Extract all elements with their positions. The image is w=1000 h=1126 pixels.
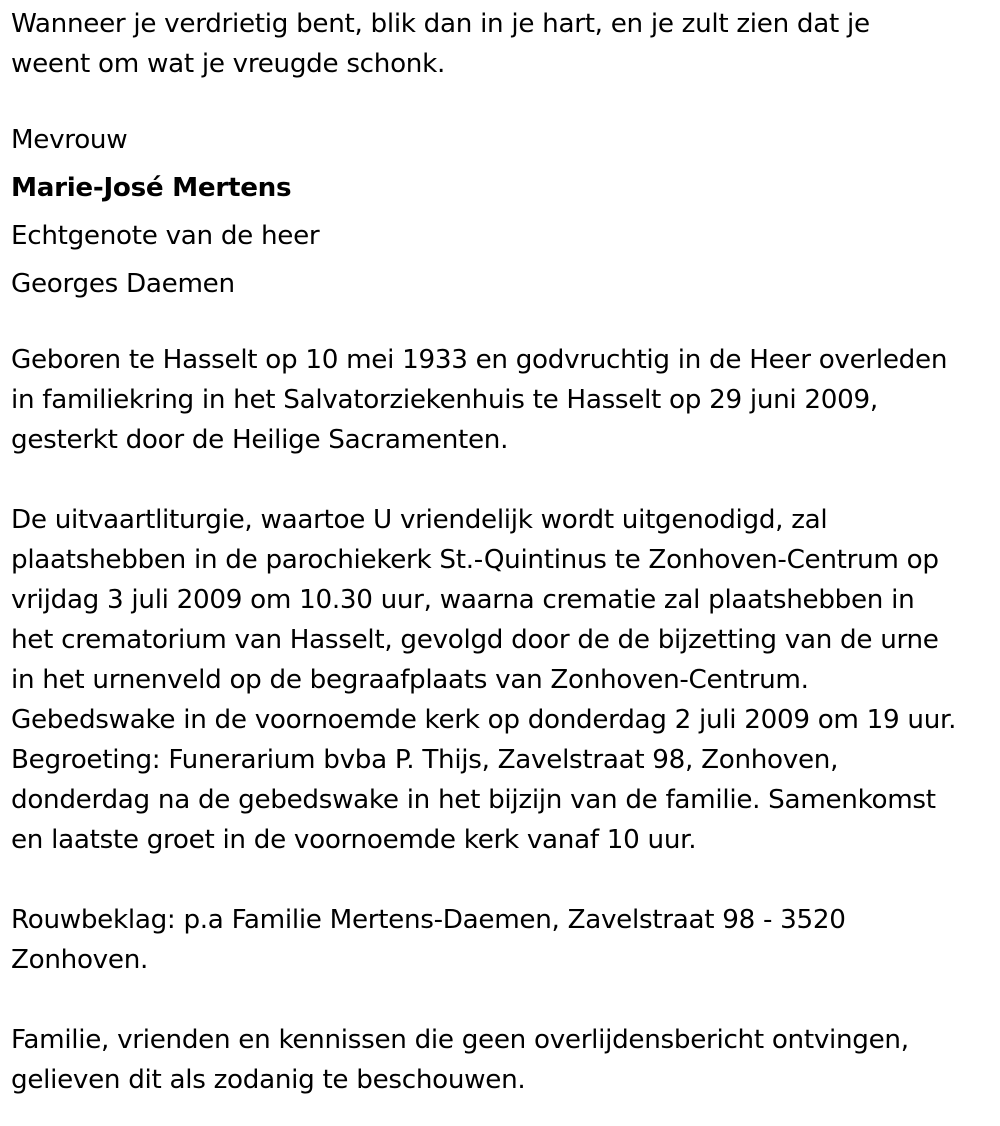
salutation: Mevrouw [11, 125, 128, 155]
deceased-name: Marie-José Mertens [11, 173, 292, 203]
closing-paragraph: Familie, vrienden en kennissen die geen overlijdensbericht ontvingen, gelieven dit als zodanig te beschouwen. [11, 1025, 909, 1095]
obituary-document [11, 4, 993, 1100]
condolences-paragraph: Rouwbeklag: p.a Familie Mertens-Daemen, Zavelstraat 98 - 3520 Zonhoven. [11, 905, 846, 975]
motto-text: Wanneer je verdrietig bent, blik dan in je hart, en je zult zien dat je weent om wat je vreugde schonk. [11, 9, 870, 79]
birth-death-paragraph: Geboren te Hasselt op 10 mei 1933 en godvruchtig in de Heer overleden in familiekring in het Salvatorziekenhuis te Hasselt op 29 juni 2009, gesterkt door de Heilige Sacramenten. [11, 345, 948, 455]
relation-text: Echtgenote van de heer [11, 221, 320, 251]
deceased-heading [11, 116, 993, 308]
funeral-paragraph: De uitvaartliturgie, waartoe U vriendelijk wordt uitgenodigd, zal plaatshebben in de parochiekerk St.-Quintinus te Zonhoven-Centrum op vrijdag 3 juli 2009 om 10.30 uur, waarna crematie zal plaatshebben in het crematorium van Hasselt, gevolgd door de de bijzetting van de urne in het urnenveld op de begraafplaats van Zonhoven-Centrum. Gebedswake in de voornoemde kerk op donderdag 2 juli 2009 om 19 uur. Begroeting: Funerarium bvba P. Thijs, Zavelstraat 98, Zonhoven, donderdag na de gebedswake in het bijzijn van de familie. Samenkomst en laatste groet in de voornoemde kerk vanaf 10 uur. [11, 505, 957, 855]
spouse-name: Georges Daemen [11, 269, 235, 299]
